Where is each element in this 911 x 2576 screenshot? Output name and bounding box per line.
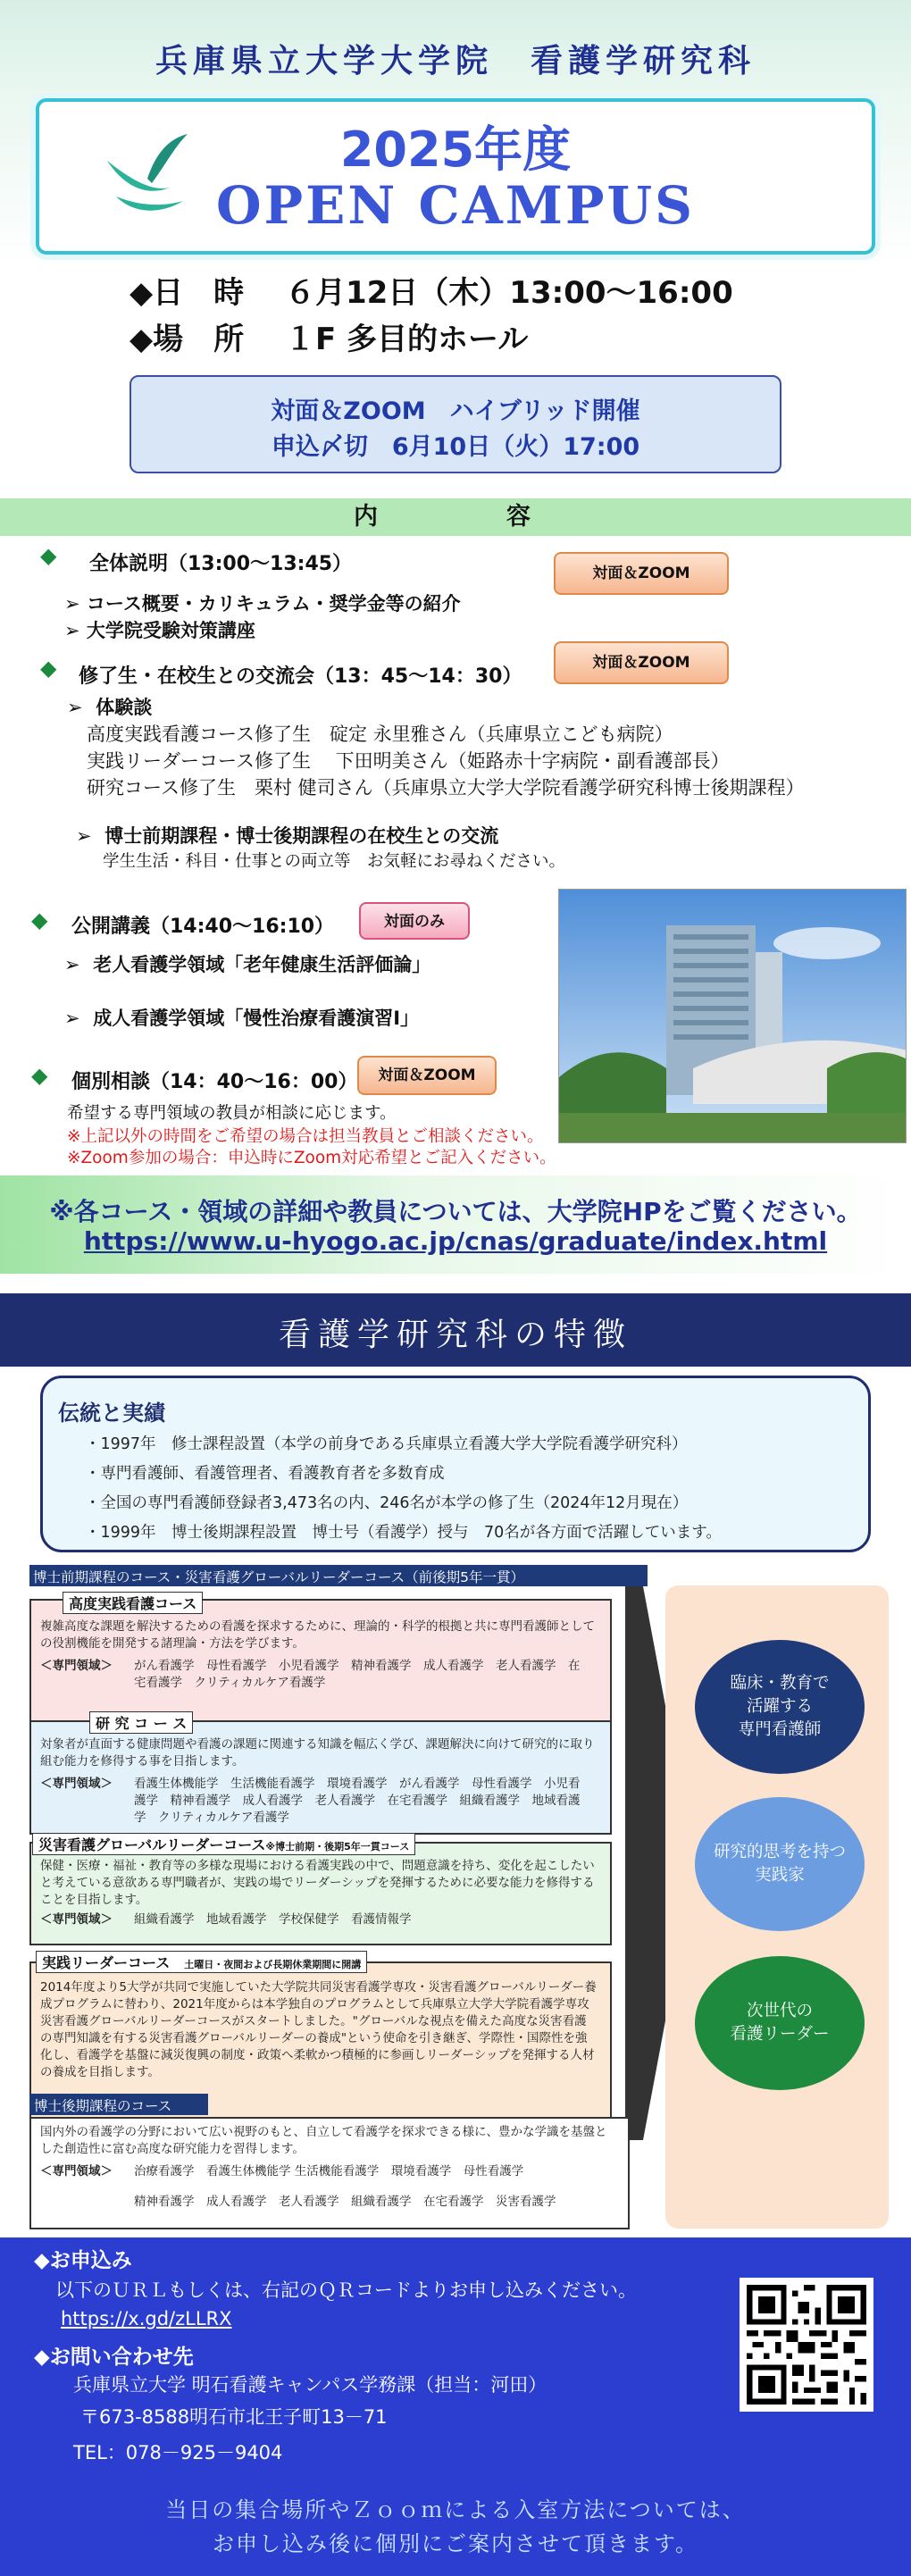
course-leader-body: 2014年度より5大学が共同で実施していた大学院共同災害看護学専攻・災害看護グローバルリーダー養成プログラムに替わり、2021年度からは本学独自のプログラムとして兵庫県立大学大学院看護学専攻災害看護グローバルリーダーコースがスタートしました。"グローバルな視点を備えた高度な災害看護の専門知識を有する災害看護グローバルリーダーの養成"という使命を引き継ぎ、学際性・国際性を強化し、看護学を基盤に減災復興の制度・政策へ柔軟かつ積極的に参画しリーダーシップを発揮する人材の養成を目指します。 xyxy=(40,1980,597,2079)
course-doctoral-body: 国内外の看護学の分野において広い視野のもと、自立して看護学を探求できる様に、豊かな学識を基盤とした創造性に富む高度な研究能力を習得します。 xyxy=(40,2125,607,2156)
university-title: 兵庫県立大学大学院 看護学研究科 xyxy=(155,43,756,79)
diamond-icon: ◆ xyxy=(31,907,48,933)
apply-text: 以下のＵＲＬもしくは、右記のＱＲコードよりお申し込みください。 xyxy=(55,2279,637,2301)
banner-open-campus: OPEN CAMPUS xyxy=(216,175,695,236)
bottom-note-2: お申し込み後に個別にご案内させて頂きます。 xyxy=(212,2531,699,2556)
contact-office: 兵庫県立大学 明石看護キャンパス学務課（担当：河田） xyxy=(73,2374,547,2396)
outcome-leader: 次世代の 看護リーダー xyxy=(695,1956,865,2090)
course-disaster-title: 災害看護グローバルリーダーコース※博士前期・後期5年一貫コース xyxy=(32,1833,415,1855)
item3-badge: 対面のみ xyxy=(359,902,470,940)
item2-line-1: 高度実践看護コース修了生 碇定 永里雅さん（兵庫県立こども病院） xyxy=(87,723,673,745)
apply-heading: ◆お申込み xyxy=(34,2249,132,2272)
bottom-note-1: 当日の集合場所やＺｏｏｍによる入室方法については、 xyxy=(165,2497,746,2522)
course-advanced-body: 複雑高度な課題を解決するための看護を探求するために、理論的・科学的根拠と共に専門看護師としての役割機能を開発する諸理論・方法を学びます。 xyxy=(40,1619,595,1651)
contact-address: 〒673-8588明石市北王子町13－71 xyxy=(80,2406,388,2428)
course-disaster-fields-label: ＜専門領域＞ xyxy=(40,1912,113,1927)
item4-note: 希望する専門領域の教員が相談に応じます。 xyxy=(67,1104,397,1123)
banner-year: 2025年度 xyxy=(339,121,572,178)
course-doctoral-fields-label: ＜専門領域＞ xyxy=(40,2164,113,2179)
campus-building-photo xyxy=(558,889,907,1143)
course-band-text: 博士前期課程のコース・災害看護グローバルリーダーコース（前後期5年一貫） xyxy=(33,1569,525,1585)
item3-line-1: ➢ 老人看護学領域「老年健康生活評価論」 xyxy=(64,954,431,975)
item2-title: 修了生・在校生との交流会（13：45～14：30） xyxy=(79,665,522,688)
diamond-icon: ◆ xyxy=(31,1063,48,1088)
item4-badge: 対面＆ZOOM xyxy=(357,1056,497,1095)
course-disaster-fields: 組織看護学 地域看護学 学校保健学 看護情報学 xyxy=(134,1912,412,1927)
item2-sub2-note: 学生生活・科目・仕事との両立等 お気軽にお尋ねください。 xyxy=(103,852,566,871)
item1-bullet-1: ➢ コース概要・カリキュラム・奨学金等の紹介 xyxy=(64,593,461,615)
item2-line-3: 研究コース修了生 栗村 健司さん（兵庫県立大学大学院看護学研究科博士後期課程） xyxy=(87,777,805,799)
event-place: ◆場 所 １F 多目的ホール xyxy=(130,322,529,357)
course-doctoral-fields-2: 精神看護学 成人看護学 老人看護学 組織看護学 在宅看護学 災害看護学 xyxy=(134,2195,556,2209)
course-advanced-fields-label: ＜専門領域＞ xyxy=(40,1659,113,1673)
item3-line-2: ➢ 成人看護学領域「慢性治療看護演習Ⅰ」 xyxy=(64,1008,420,1029)
course-research-fields-label: ＜専門領域＞ xyxy=(40,1777,113,1791)
course-research-title: 研 究 コ ー ス xyxy=(89,1711,193,1734)
tradition-item: ・専門看護師、看護管理者、看護教育者を多数育成 xyxy=(85,1465,445,1483)
item1-bullet-2: ➢ 大学院受験対策講座 xyxy=(64,620,255,641)
course-advanced-fields: がん看護学 母性看護学 小児看護学 精神看護学 成人看護学 老人看護学 在宅看護学 クリティカルケア看護学 xyxy=(134,1659,581,1690)
item2-line-2: 実践リーダーコース修了生 下田明美さん（姫路赤十字病院・副看護部長） xyxy=(87,750,730,772)
apply-url[interactable]: https://x.gd/zLLRX xyxy=(61,2308,232,2329)
course-research-fields: 看護生体機能学 生活機能看護学 環境看護学 がん看護学 母性看護学 小児看護学 精神看護学 成人看護学 老人看護学 在宅看護学 組織看護学 地域看護学 クリティカルケア看護学 xyxy=(134,1777,581,1825)
item4-red-1: ※上記以外の時間をご希望の場合は担当教員とご相談ください。 xyxy=(67,1127,544,1146)
features-title: 看護学研究科の特徴 xyxy=(278,1317,632,1353)
tradition-item: ・1997年 修士課程設置（本学の前身である兵庫県立看護大学大学院看護学研究科） xyxy=(85,1435,688,1453)
contact-heading: ◆お問い合わせ先 xyxy=(34,2346,194,2369)
item1-badge: 対面＆ZOOM xyxy=(554,552,729,595)
item1-title: 全体説明（13:00～13:45） xyxy=(89,553,353,575)
course-doctoral-fields-1: 治療看護学 看護生体機能学 生活機能看護学 環境看護学 母性看護学 xyxy=(134,2164,524,2179)
hp-link[interactable]: https://www.u-hyogo.ac.jp/cnas/graduate/index.html xyxy=(83,1226,828,1256)
item4-title: 個別相談（14：40～16：00） xyxy=(71,1071,358,1093)
item4-red-2: ※Zoom参加の場合：申込時にZoom対応希望とご記入ください。 xyxy=(67,1149,556,1167)
hybrid-text: 対面＆ZOOM ハイブリッド開催 xyxy=(271,397,640,425)
course-leader-title: 実践リーダーコース 土曜日・夜間および長期休業期間に開講 xyxy=(36,1951,367,1973)
doctoral-band-text: 博士後期課程のコース xyxy=(34,2098,172,2114)
diamond-icon: ◆ xyxy=(40,656,57,681)
outcome-cns: 臨床・教育で 活躍する 専門看護師 xyxy=(695,1640,865,1774)
tradition-heading: 伝統と実績 xyxy=(58,1401,165,1426)
hp-note: ※各コース・領域の詳細や教員については、大学院HPをご覧ください。 xyxy=(49,1197,862,1226)
item2-sub1: ➢ 体験談 xyxy=(67,697,153,718)
event-date: ◆日 時 ６月12日（木）13:00～16:00 xyxy=(130,275,733,311)
contents-heading: 内 容 xyxy=(0,498,911,536)
diamond-icon: ◆ xyxy=(40,543,57,568)
qr-code[interactable] xyxy=(740,2278,873,2412)
tradition-item: ・1999年 博士後期課程設置 博士号（看護学）授与 70名が各方面で活躍しています。 xyxy=(85,1524,722,1542)
course-disaster-body: 保健・医療・福祉・教育等の多様な現場における看護実践の中で、問題意識を持ち、変化を起こしたいと考えている意欲ある専門職者が、実践の場でリーダーシップを発揮するために必要な能力を修得することを目指します。 xyxy=(40,1859,595,1907)
item3-title: 公開講義（14:40～16:10） xyxy=(71,916,335,938)
course-advanced-title: 高度実践看護コース xyxy=(63,1592,203,1614)
outcome-researcher: 研究的思考を持つ 実践家 xyxy=(695,1797,865,1931)
course-research-body: 対象者が直面する健康問題や看護の課題に関連する知識を幅広く学び、課題解決に向けて研究的に取り組む能力を修得する事を目指します。 xyxy=(40,1737,595,1769)
contact-tel: TEL：078－925－9404 xyxy=(73,2442,283,2463)
item2-sub2: ➢ 博士前期課程・博士後期課程の在校生との交流 xyxy=(76,825,499,847)
deadline-text: 申込〆切 6月10日（火）17:00 xyxy=(271,433,640,461)
tradition-item: ・全国の専門看護師登録者3,473名の内、246名が本学の修了生（2024年12月現在） xyxy=(85,1494,689,1512)
item2-badge: 対面＆ZOOM xyxy=(554,641,729,684)
